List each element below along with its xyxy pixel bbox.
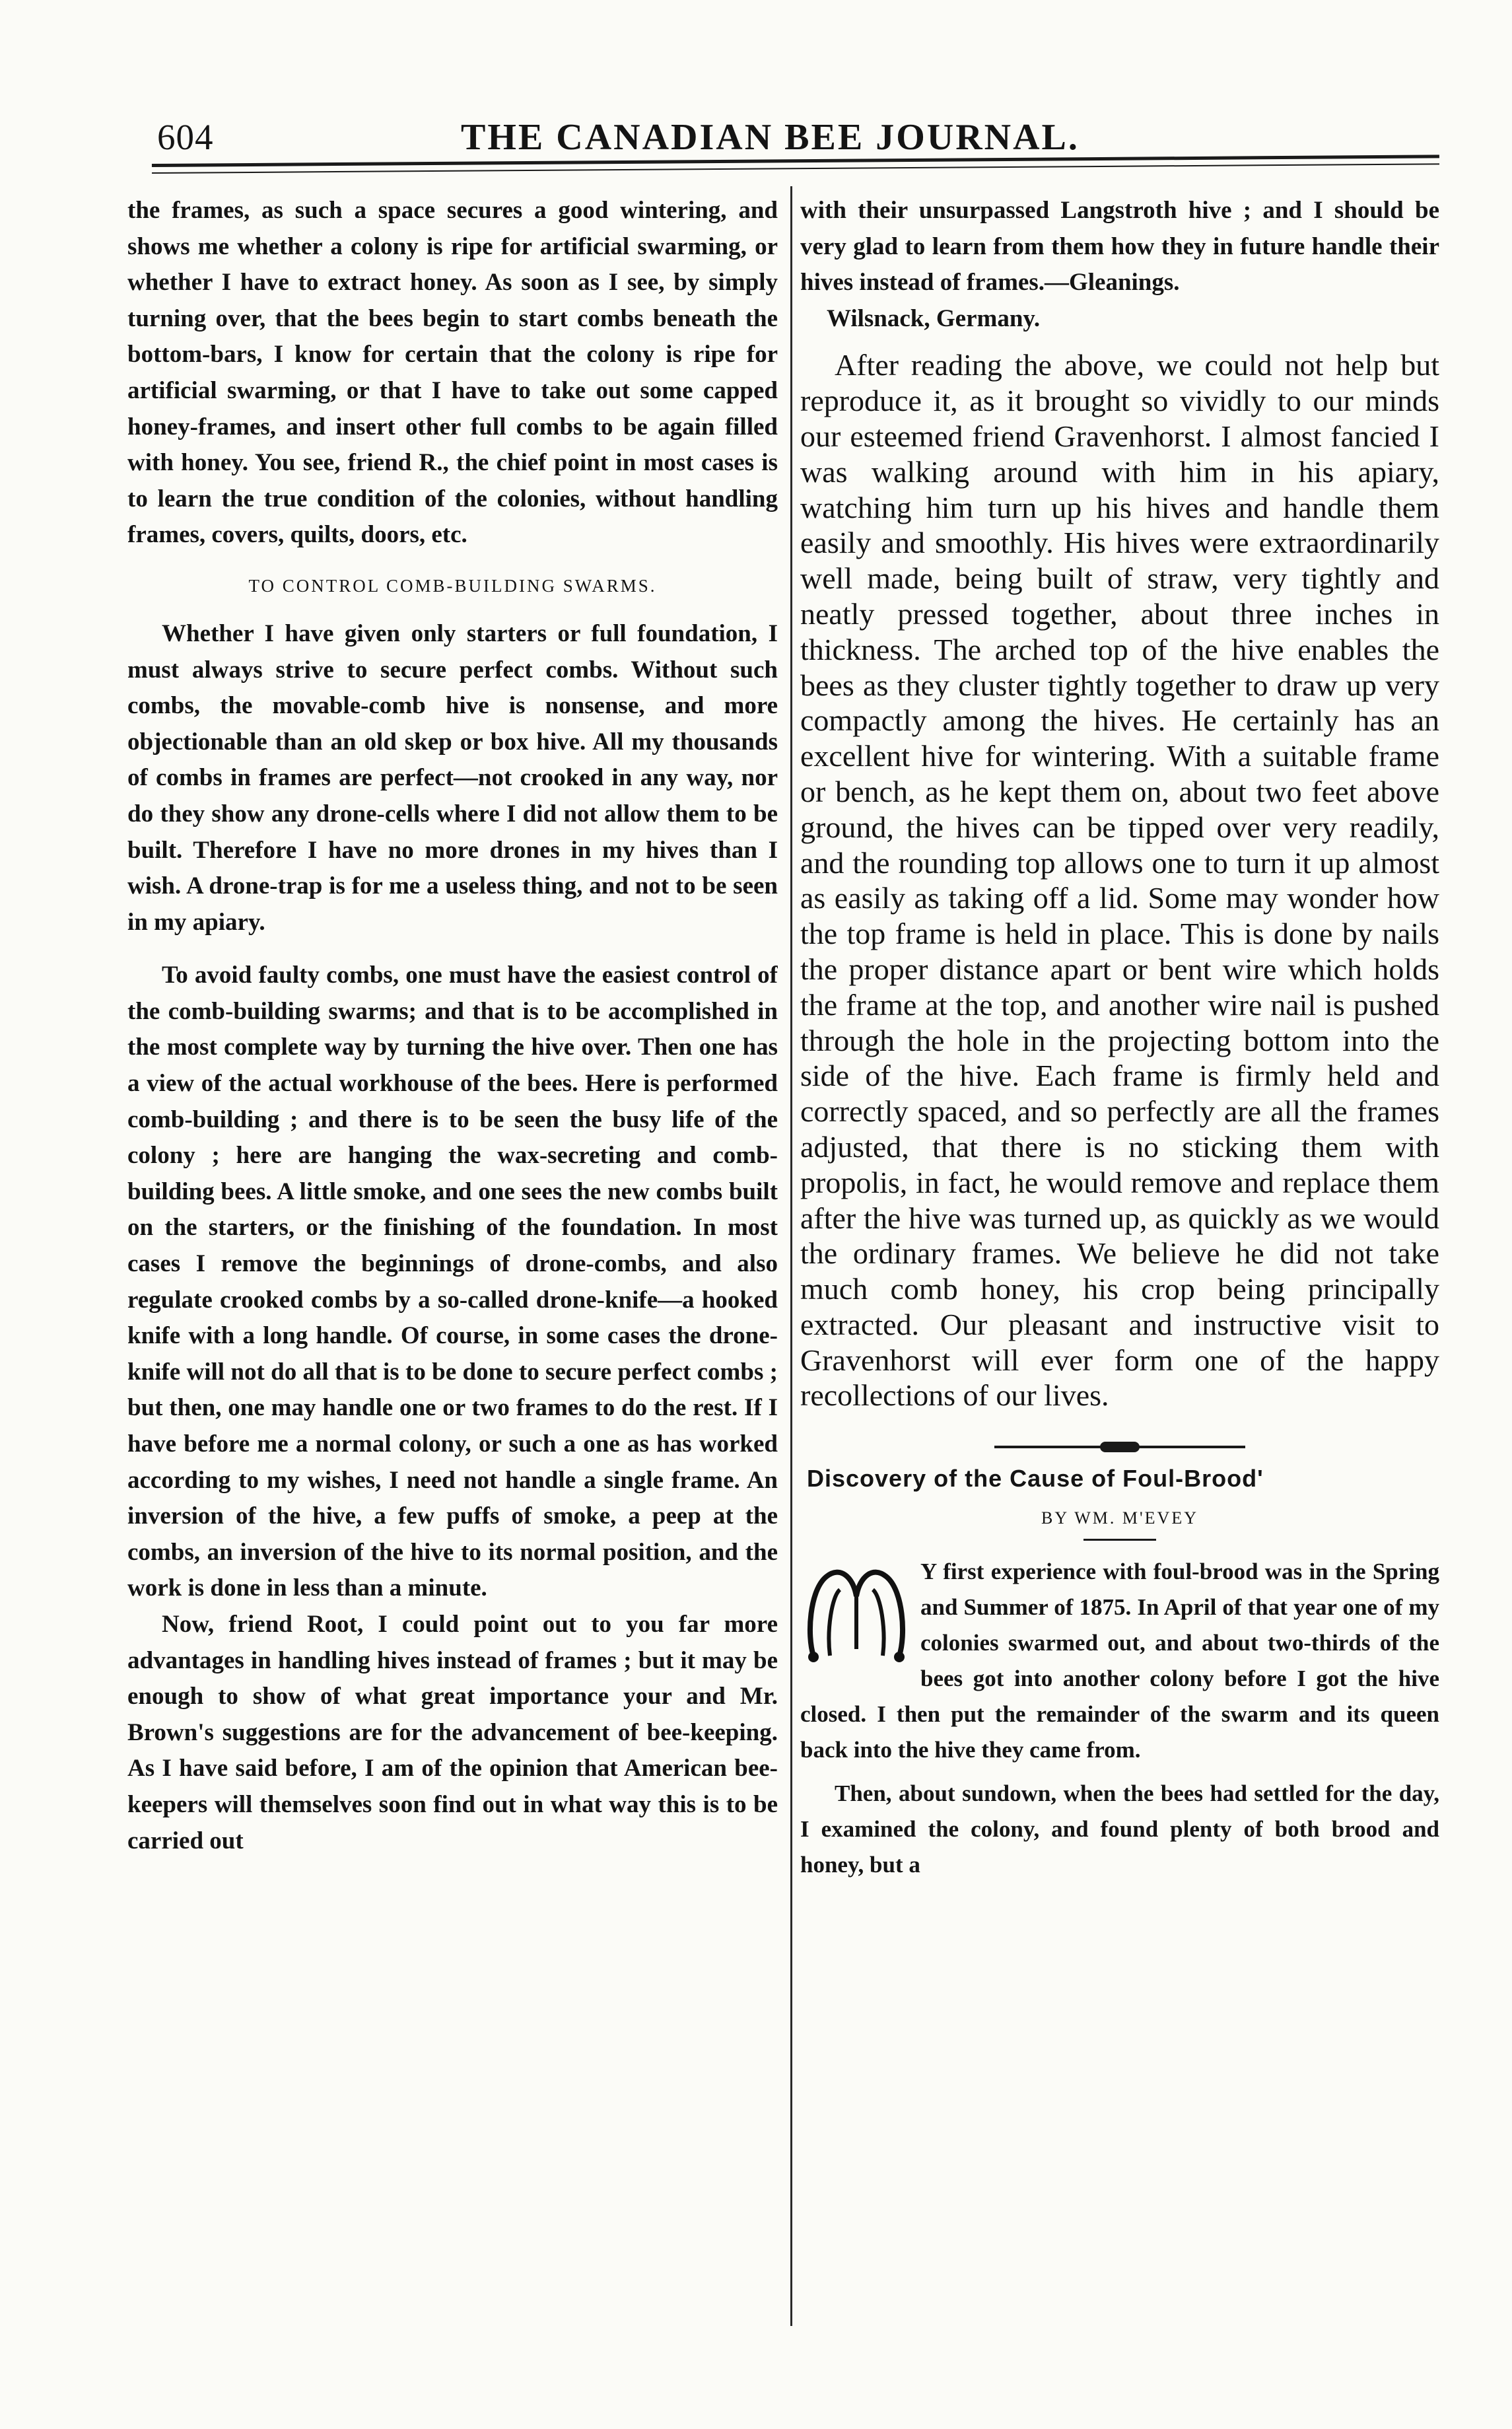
dropcap-letter xyxy=(800,1557,912,1668)
byline: BY WM. M'EVEY xyxy=(1041,1508,1198,1528)
byline-rule xyxy=(1083,1539,1156,1541)
column-divider xyxy=(790,186,792,2326)
paragraph: To avoid faulty combs, one must have the easiest control of the comb-building swarms; and that is to be accomplished in the most complete way by turning the hive over. Then one has a view of the actual workhouse of the bees. Here is performed comb-building ; and there is to be seen the busy life of the colony ; here are hanging the wax-secreting and comb-building bees. A little smoke, and one sees the new combs built on the starters, or the finishing of the foundation. In most cases I remove the beginnings of drone-combs, and also regulate crooked combs by a so-called drone-knife—a hooked knife with a long handle. Of course, in some cases the drone-knife will not do all that is to be done to secure perfect combs ; but then, one may handle one or two frames to do the rest. If I have before me a normal colony, or such a one as has worked according to my wishes, I need not handle a single frame. An inversion of the hive, a few puffs of smoke, a peep at the combs, an inversion of the hive to its normal position, and the work is done in less than a minute. xyxy=(127,962,778,1602)
article-title: Discovery of the Cause of Foul-Brood' xyxy=(807,1465,1264,1493)
editorial-paragraph: After reading the above, we could not help but reproduce it, as it brought so vividly to our minds our esteemed friend Gravenhorst. I almost fancied I was walking around with him in his apiary, watching him turn up his hives and handle them easily and smoothly. His hives were extraordinarily well made, being built of straw, very tightly and neatly pressed together, about three inches in thickness. The arched top of the hive enables the bees as they cluster tightly together to draw up very compactly among the hives. He certainly has an excellent hive for wintering. With a suitable frame or bench, as he kept them on, about two feet above ground, the hives can be tipped over very readily, and the rounding top allows one to turn it up almost as easily as taking off a lid. Some may wonder how the top frame is held in place. This is done by nails the proper distance apart or bent wire which holds the frame at the top, and another wire nail is pushed through the hole in the projecting bottom into the side of the hive. Each frame is firmly held and correctly spaced, and so perfectly are all the frames adjusted, that there is no sticking them with propolis, in fact, he would remove and replace them after the hive was turned up, as quickly as we would the ordinary frames. We believe he did not take much comb honey, his crop being principally extracted. Our pleasant and instructive visit to Gravenhorst will ever form one of the happy recollections of our lives. xyxy=(800,348,1439,1413)
page-number: 604 xyxy=(157,117,214,157)
dropcap-letter-text: M xyxy=(840,1660,846,1668)
left-column xyxy=(127,193,778,2359)
article-paragraph: Then, about sundown, when the bees had settled for the day, I examined the colony, and found plenty of both brood and honey, but a xyxy=(800,1780,1439,1878)
paragraph: with their unsurpassed Langstroth hive ; and I should be very glad to learn from them how they in future handle their hives instead of frames.—Gleanings. xyxy=(800,197,1439,297)
journal-title: THE CANADIAN BEE JOURNAL. xyxy=(461,117,1080,158)
right-column xyxy=(800,193,1439,2359)
paragraph: Whether I have given only starters or full foundation, I must always strive to secure perfect combs. Without such combs, the movable-comb hive is nonsense, and more objectionable than an old skep or box hive. All my thousands of combs in frames are perfect—not crooked in any way, nor do they show any drone-cells where I did not allow them to be built. Therefore I have no more drones in my hives than I wish. A drone-trap is for me a useless thing, and not to be seen in my apiary. xyxy=(127,619,778,936)
section-divider xyxy=(800,1440,1439,1452)
place-line: Wilsnack, Germany. xyxy=(827,304,1041,332)
section-heading: TO CONTROL COMB-BUILDING SWARMS. xyxy=(248,575,657,596)
article-paragraph: Y first experience with foul-brood was in the Spring and Summer of 1875. In April of that year one of my colonies swarmed out, and about two-thirds of the bees got into another colony before I got the hive closed. I then put the remainder of the swarm and its queen back into the hive they came from. xyxy=(800,1559,1439,1763)
paragraph: Now, friend Root, I could point out to you far more advantages in handling hives instead of frames ; but it may be enough to show of what great importance your and Mr. Brown's suggestions are for the advancement of bee-keeping. As I have said before, I am of the opinion that American bee-keepers will themselves soon find out in what way this is to be carried out xyxy=(127,1610,778,1854)
paragraph: the frames, as such a space secures a good wintering, and shows me whether a colony is ripe for artificial swarming, or whether I have to extract honey. As soon as I see, by simply turning over, that the bees begin to start combs beneath the bottom-bars, I know for certain that the colony is ripe for artificial swarming, or that I have to take out some capped honey-frames, and insert other full combs to be again filled with honey. You see, friend R., the chief point in most cases is to learn the true condition of the colonies, without handling frames, covers, quilts, doors, etc. xyxy=(127,197,778,549)
